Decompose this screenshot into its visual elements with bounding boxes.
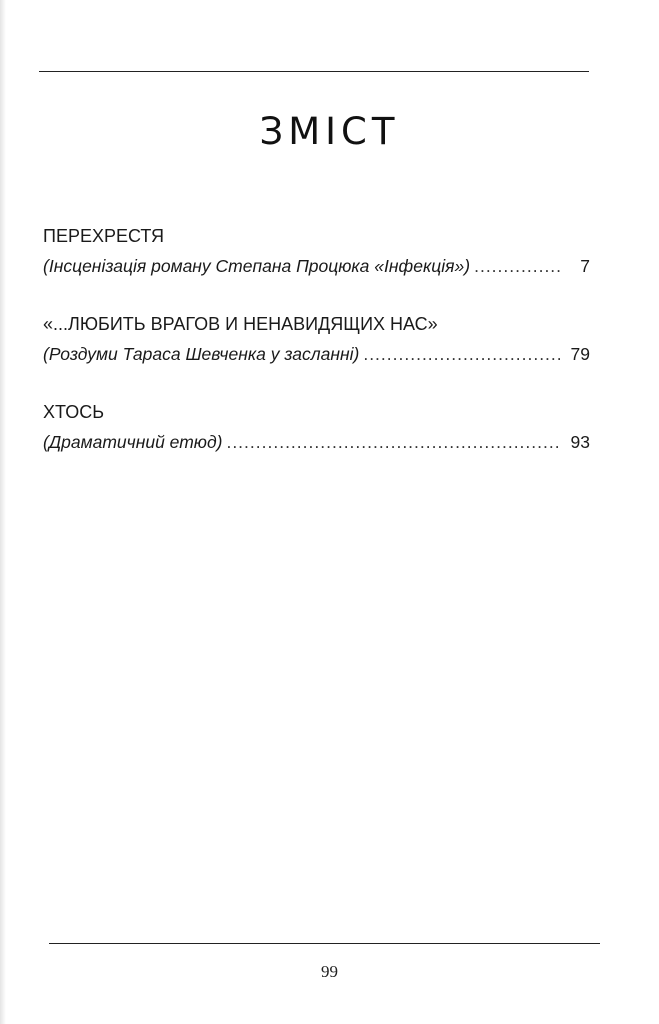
dot-leader <box>363 339 562 369</box>
toc-entry-subtitle: (Драматичний етюд) <box>43 432 223 452</box>
toc-entry-perekhrestia <box>43 221 590 281</box>
toc-entry-title: ПЕРЕХРЕСТЯ <box>43 226 164 246</box>
toc-entry-lyubit-vragov <box>43 309 590 369</box>
toc-entry-subtitle-line <box>43 251 590 281</box>
toc-entry-page-number: 93 <box>570 432 590 452</box>
top-rule <box>39 71 589 72</box>
page-number: 99 <box>321 962 338 981</box>
table-of-contents <box>43 221 590 485</box>
page-title: ЗМІСТ <box>259 110 400 153</box>
toc-entry-title: «...ЛЮБИТЬ ВРАГОВ И НЕНАВИДЯЩИХ НАС» <box>43 314 438 334</box>
bottom-rule <box>49 943 600 944</box>
toc-entry-subtitle: (Роздуми Тараса Шевченка у засланні) <box>43 344 360 364</box>
toc-entry-khtos <box>43 397 590 457</box>
toc-entry-subtitle-line <box>43 339 590 369</box>
dot-leader <box>226 427 562 457</box>
toc-entry-subtitle-line <box>43 427 590 457</box>
toc-entry-title: ХТОСЬ <box>43 402 105 422</box>
toc-entry-subtitle: (Інсценізація роману Степана Процюка «Інфекція») <box>43 256 471 276</box>
dot-leader <box>474 251 562 281</box>
toc-entry-page-number: 7 <box>580 256 590 276</box>
toc-entry-page-number: 79 <box>570 344 590 364</box>
